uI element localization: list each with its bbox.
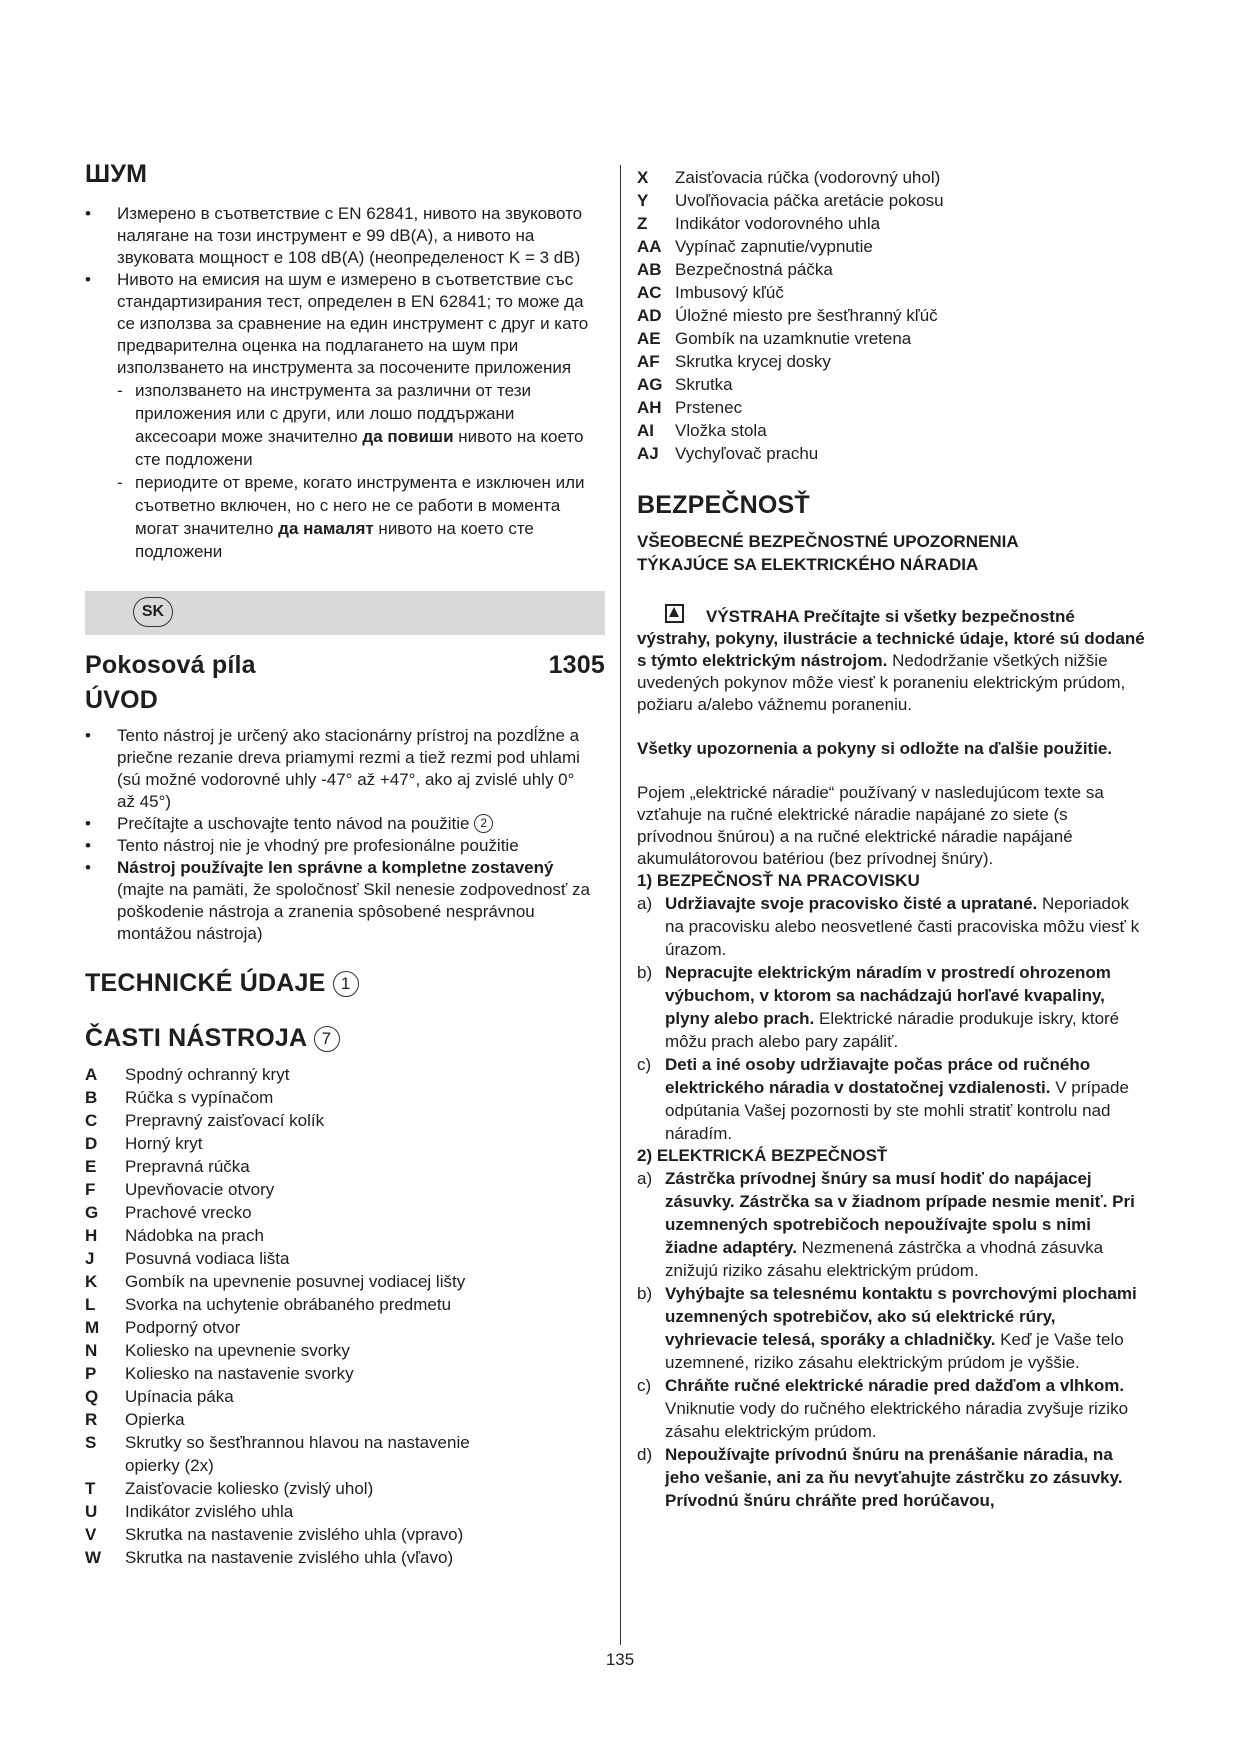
rule-letter: b) — [637, 963, 653, 982]
rule-letter: c) — [637, 1376, 652, 1395]
dash-text: периодите от време, когато инструмента е изключен или съответно включен, но с него не се работи в момента могат значително — [135, 473, 585, 538]
rule-rest: Elektrické náradie produkuje iskry, ktoré môžu prach alebo pary zapáliť. — [665, 1009, 1120, 1051]
part-label: Gombík na upevnenie posuvnej vodiacej lišty — [125, 1272, 466, 1291]
part-label: Upínacia páka — [125, 1387, 234, 1406]
rule-text — [665, 961, 1147, 1053]
part-item — [85, 1362, 505, 1385]
part-label: Vypínač zapnutie/vypnutie — [675, 237, 873, 256]
part-key: X — [637, 168, 649, 187]
rule-1b — [637, 961, 1147, 1053]
part-item — [637, 166, 1047, 189]
part-key: D — [85, 1134, 98, 1153]
dash-text: нивото на което сте подложени — [135, 427, 584, 469]
noise-title: ШУМ — [85, 160, 148, 188]
part-label: Gombík na uzamknutie vretena — [675, 329, 912, 348]
noise-bullet: • Измерено в съответствие с EN 62841, нивото на звуковото налягане на този инструмент е 99 dB(A), а нивото на звуковата мощност е 108 dB(A) (неопределеност K = 3 dB) — [85, 203, 595, 269]
part-item — [85, 1109, 505, 1132]
keep-bold: Všetky upozornenia a pokyny si odložte na ďalšie použitie. — [637, 739, 1113, 758]
part-item — [85, 1523, 505, 1546]
part-label: Prepravná rúčka — [125, 1157, 250, 1176]
rule-rest: Neporiadok na pracovisku alebo neosvetlené časti pracoviska môžu viesť k úrazom. — [665, 894, 1140, 959]
rule-1c — [637, 1053, 1147, 1145]
rule-2b — [637, 1282, 1147, 1374]
dash-bold: да повиши — [362, 427, 454, 446]
rule-text — [665, 1167, 1147, 1282]
dash-bold: да намалят — [278, 519, 374, 538]
dash-text: използването на инструмента за различни от тези приложения или с други, или лошо поддържани аксесоари може значително — [135, 381, 531, 446]
part-label: Zaisťovacie koliesko (zvislý uhol) — [125, 1479, 374, 1498]
part-key: H — [85, 1226, 98, 1245]
term-paragraph: Pojem „elektrické náradie“ používaný v nasledujúcom texte sa vzťahuje na ručné elektrické náradie napájané zo siete (s prívodnou šnúrou) a na ručné elektrické náradie napájané akumulátorovou batériou (bez prívodnej šnúry). — [637, 783, 1104, 868]
rule-letter: a) — [637, 894, 653, 913]
part-item — [637, 281, 1047, 304]
part-item — [85, 1270, 505, 1293]
rule-bold: Udržiavajte svoje pracovisko čisté a upratané. — [665, 894, 1038, 913]
part-label: Indikátor vodorovného uhla — [675, 214, 881, 233]
noise-dash-item — [117, 379, 595, 471]
noise-bullet: • Нивото на емисия на шум е измерено в съответствие със стандартизирания тест, определен в EN 62841; то може да се използва за сравнение на един инструмент с друг и като предварителна оценка на подлагането на шум при използването на инструмента за посочените приложения — [85, 269, 595, 379]
part-item — [85, 1408, 505, 1431]
rule-bold: Zástrčka prívodnej šnúry sa musí hodiť do napájacej zásuvky. Zástrčka sa v žiadnom prípade nesmie meniť. Pri uzemnených spotrebičoch nepoužívajte spolu s nimi žiadne adaptéry. — [665, 1169, 1135, 1257]
language-badge: SK — [133, 597, 173, 627]
part-label: Skrutka na nastavenie zvislého uhla (vľavo) — [125, 1548, 454, 1567]
language-band — [85, 591, 605, 635]
part-item — [637, 189, 1047, 212]
part-item — [637, 327, 1047, 350]
warning-text: Nedodržanie všetkých nižšie uvedených pokynov môže viesť k poraneniu elektrickým prúdom, požiaru a/alebo vážnemu poraneniu. — [637, 651, 1126, 714]
part-key: S — [85, 1433, 97, 1452]
rule-text — [665, 1282, 1147, 1374]
part-key: AC — [637, 283, 662, 302]
part-label: Rúčka s vypínačom — [125, 1088, 274, 1107]
section-work-area: 1) BEZPEČNOSŤ NA PRACOVISKU — [637, 871, 920, 890]
part-item — [85, 1339, 505, 1362]
part-key: AD — [637, 306, 662, 325]
part-label: Upevňovacie otvory — [125, 1180, 275, 1199]
tech-title-text: TECHNICKÉ ÚDAJE — [85, 969, 326, 997]
intro-bullet — [85, 813, 595, 835]
rule-bold: Chráňte ručné elektrické náradie pred dažďom a vlhkom. — [665, 1376, 1125, 1395]
part-key: R — [85, 1410, 98, 1429]
part-label: Prachové vrecko — [125, 1203, 252, 1222]
rule-2d — [637, 1443, 1147, 1512]
rule-bold: Nepracujte elektrickým náradím v prostredí ohrozenom výbuchom, v ktorom sa nachádzajú horľavé kvapaliny, plyny alebo prach. — [665, 963, 1111, 1028]
rule-rest: V prípade odpútania Vašej pozornosti by ste mohli stratiť kontrolu nad náradím. — [665, 1078, 1129, 1143]
part-key: Y — [637, 191, 649, 210]
part-label: Uvoľňovacia páčka aretácie pokosu — [675, 191, 944, 210]
part-key: AA — [637, 237, 662, 256]
part-label: Prepravný zaisťovací kolík — [125, 1111, 325, 1130]
part-item — [637, 304, 1047, 327]
part-key: N — [85, 1341, 98, 1360]
part-item — [85, 1500, 505, 1523]
intro-bold: Nástroj používajte len správne a kompletne zostavený — [117, 858, 554, 877]
part-key: M — [85, 1318, 100, 1337]
part-label: Imbusový kľúč — [675, 283, 784, 302]
part-item — [85, 1316, 505, 1339]
part-label: Podporný otvor — [125, 1318, 241, 1337]
part-key: AE — [637, 329, 661, 348]
rule-2a — [637, 1167, 1147, 1282]
part-key: V — [85, 1525, 97, 1544]
part-label: Koliesko na nastavenie svorky — [125, 1364, 354, 1383]
part-label: Koliesko na upevnenie svorky — [125, 1341, 350, 1360]
parts-title — [85, 1024, 605, 1053]
part-item — [85, 1086, 505, 1109]
warning-paragraph — [637, 604, 1147, 716]
part-item — [637, 373, 1047, 396]
part-label: Skrutky so šesťhrannou hlavou na nastavenie opierky (2x) — [125, 1433, 470, 1475]
part-item — [85, 1431, 505, 1477]
part-key: A — [85, 1065, 98, 1084]
part-label: Opierka — [125, 1410, 185, 1429]
safety-title: BEZPEČNOSŤ — [637, 491, 810, 519]
rule-bold: Nepoužívajte prívodnú šnúru na prenášanie náradia, na jeho vešanie, ani za ňu nevyťahujte zástrčku zo zásuvky. Prívodnú šnúru chráňte pred horúčavou, — [665, 1445, 1123, 1510]
part-item — [85, 1224, 505, 1247]
rule-bold: Deti a iné osoby udržiavajte počas práce od ručného elektrického náradia v dostatočnej vzdialenosti. — [665, 1055, 1091, 1097]
product-title-row — [85, 651, 605, 680]
column-divider — [620, 165, 621, 1645]
part-label: Vložka stola — [675, 421, 767, 440]
part-item — [637, 419, 1047, 442]
part-item — [637, 258, 1047, 281]
part-item — [85, 1132, 505, 1155]
noise-list — [85, 203, 595, 379]
part-key: K — [85, 1272, 98, 1291]
part-item — [637, 235, 1047, 258]
product-model: 1305 — [548, 651, 605, 679]
part-key: P — [85, 1364, 97, 1383]
figure-ref-7: 7 — [314, 1026, 340, 1052]
part-label: Vychyľovač prachu — [675, 444, 819, 463]
part-label: Svorka na uchytenie obrábaného predmetu — [125, 1295, 452, 1314]
parts-list-left — [85, 1063, 505, 1569]
noise-dash-list — [117, 379, 595, 563]
part-item — [637, 442, 1047, 465]
left-column — [85, 160, 605, 1569]
part-key: F — [85, 1180, 96, 1199]
part-item — [85, 1247, 505, 1270]
part-key: G — [85, 1203, 99, 1222]
part-key: L — [85, 1295, 96, 1314]
part-item — [85, 1063, 505, 1086]
part-item — [85, 1201, 505, 1224]
warning-bold: VÝSTRAHA Prečítajte si všetky bezpečnostné výstrahy, pokyny, ilustrácie a technické údaje, ktoré sú dodané s týmto elektrickým nástrojom. — [637, 607, 1145, 670]
rule-letter: a) — [637, 1169, 653, 1188]
product-name: Pokosová píla — [85, 651, 256, 679]
part-key: AG — [637, 375, 663, 394]
part-key: W — [85, 1548, 102, 1567]
part-key: E — [85, 1157, 97, 1176]
rule-1a — [637, 892, 1147, 961]
rule-bold: Vyhýbajte sa telesnému kontaktu s povrchovými plochami uzemnených spotrebičov, ako sú elektrické rúry, vyhrievacie telesá, sporáky a chladničky. — [665, 1284, 1137, 1349]
part-label: Prstenec — [675, 398, 743, 417]
part-item — [85, 1385, 505, 1408]
part-label: Indikátor zvislého uhla — [125, 1502, 294, 1521]
intro-bullet: • Tento nástroj je určený ako stacionárny prístroj na pozdĺžne a priečne rezanie dreva priamymi rezmi a tiež rezmi pod uhlami (sú možné vodorovné uhly -47° až +47°, ako aj zvislé uhly 0° až 45°) — [85, 725, 595, 813]
intro-text: (majte na pamäti, že spoločnosť Skil nenesie zodpovednosť za poškodenie nástroja a zranenia spôsobené nesprávnou montážou nástroja) — [117, 880, 590, 943]
part-label: Zaisťovacia rúčka (vodorovný uhol) — [675, 168, 941, 187]
rule-2c — [637, 1374, 1147, 1443]
keep-instructions — [637, 738, 1147, 760]
figure-ref-1: 1 — [333, 971, 359, 997]
part-key: C — [85, 1111, 98, 1130]
part-label: Spodný ochranný kryt — [125, 1065, 290, 1084]
part-key: Z — [637, 214, 648, 233]
rule-text — [665, 1374, 1147, 1443]
parts-list-right — [637, 166, 1047, 465]
part-key: AF — [637, 352, 660, 371]
part-item — [85, 1178, 505, 1201]
part-label: Skrutka na nastavenie zvislého uhla (vpravo) — [125, 1525, 464, 1544]
part-label: Posuvná vodiaca lišta — [125, 1249, 290, 1268]
part-key: T — [85, 1479, 96, 1498]
figure-ref-2: 2 — [474, 814, 493, 833]
rule-text — [665, 1443, 1147, 1512]
part-item — [85, 1477, 505, 1500]
part-label: Skrutka krycej dosky — [675, 352, 831, 371]
intro-list — [85, 725, 595, 945]
dash-text: нивото на което сте подложени — [135, 519, 534, 561]
part-key: AJ — [637, 444, 659, 463]
part-key: U — [85, 1502, 98, 1521]
right-column — [637, 166, 1147, 1512]
part-item — [85, 1546, 505, 1569]
part-item — [85, 1293, 505, 1316]
part-key: AB — [637, 260, 662, 279]
intro-title: ÚVOD — [85, 686, 159, 714]
part-item — [85, 1155, 505, 1178]
intro-bullet — [85, 857, 595, 945]
intro-text: Prečítajte a uschovajte tento návod na použitie — [117, 814, 470, 833]
part-label: Skrutka — [675, 375, 733, 394]
rule-text — [665, 892, 1147, 961]
part-label: Horný kryt — [125, 1134, 203, 1153]
noise-dash-item — [117, 471, 595, 563]
tech-title — [85, 969, 605, 998]
part-key: AI — [637, 421, 654, 440]
part-key: Q — [85, 1387, 99, 1406]
part-item — [637, 212, 1047, 235]
page-number: 135 — [605, 1650, 635, 1669]
part-item — [637, 350, 1047, 373]
part-key: B — [85, 1088, 98, 1107]
warning-icon — [665, 604, 684, 623]
safety-subtitle: VŠEOBECNÉ BEZPEČNOSTNÉ UPOZORNENIA TÝKAJÚCE SA ELEKTRICKÉHO NÁRADIA — [637, 532, 1018, 574]
rule-letter: b) — [637, 1284, 653, 1303]
rule-rest: Keď je Vaše telo uzemnené, riziko zásahu elektrickým prúdom je vyššie. — [665, 1330, 1124, 1372]
rule-text — [665, 1053, 1147, 1145]
section-electrical: 2) ELEKTRICKÁ BEZPEČNOSŤ — [637, 1146, 888, 1165]
part-key: J — [85, 1249, 95, 1268]
rule-rest: Nezmenená zástrčka a vhodná zásuvka znižujú riziko zásahu elektrickým prúdom. — [665, 1238, 1104, 1280]
part-key: AH — [637, 398, 662, 417]
rule-letter: d) — [637, 1445, 653, 1464]
part-label: Úložné miesto pre šesťhranný kľúč — [675, 306, 938, 325]
rule-rest: Vniknutie vody do ručného elektrického náradia zvyšuje riziko zásahu elektrickým prúdom. — [665, 1399, 1129, 1441]
parts-title-text: ČASTI NÁSTROJA — [85, 1024, 307, 1052]
part-label: Nádobka na prach — [125, 1226, 264, 1245]
part-label: Bezpečnostná páčka — [675, 260, 833, 279]
intro-bullet: • Tento nástroj nie je vhodný pre profesionálne použitie — [85, 835, 595, 857]
part-item — [637, 396, 1047, 419]
rule-letter: c) — [637, 1055, 652, 1074]
